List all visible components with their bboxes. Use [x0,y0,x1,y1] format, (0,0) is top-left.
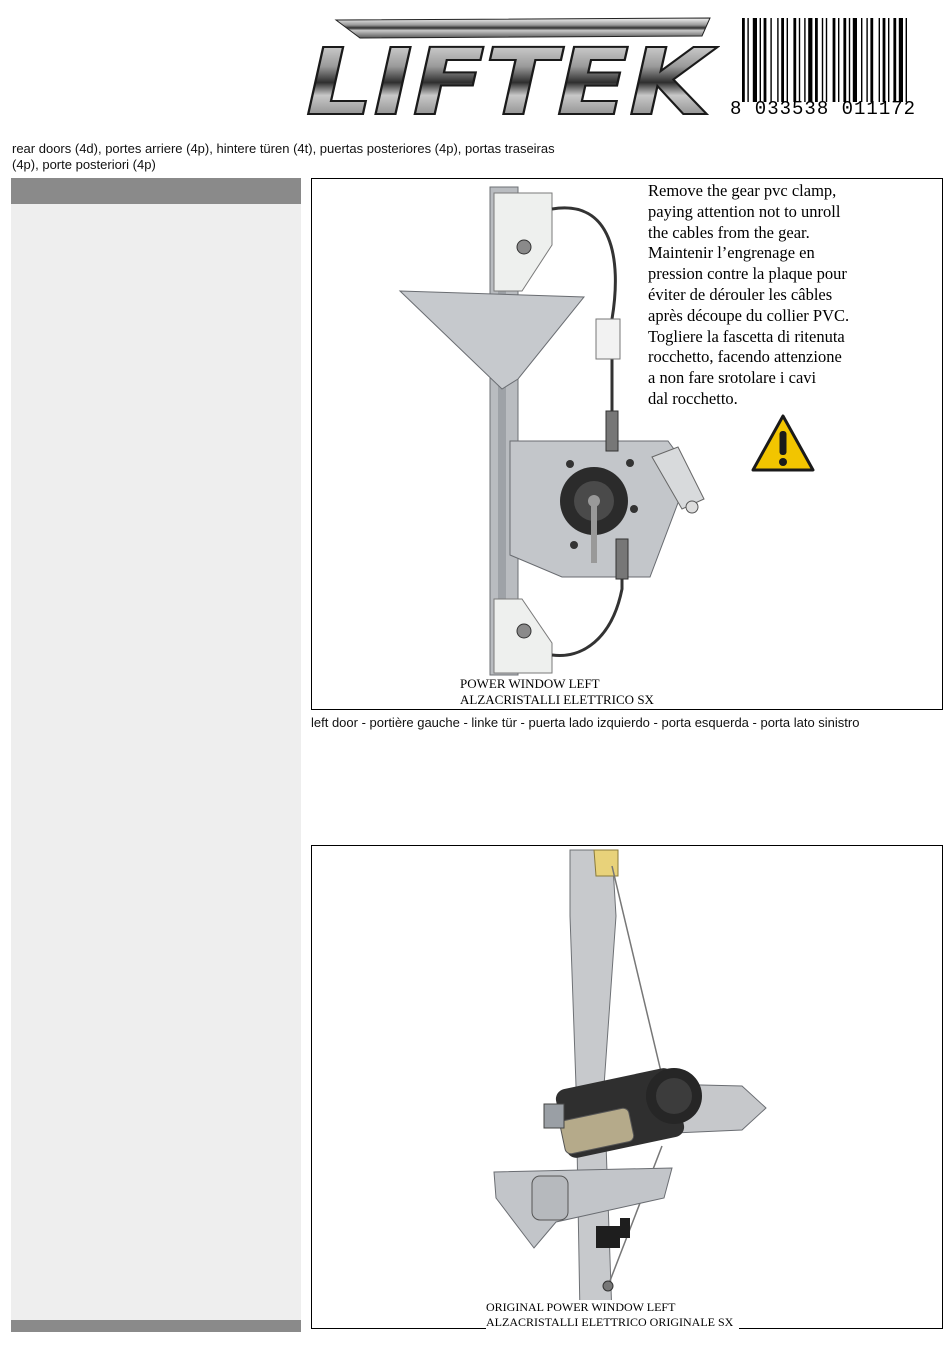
barcode-bar [899,18,903,102]
caption-line-1: ORIGINAL POWER WINDOW LEFT [486,1300,676,1314]
barcode-bar [849,18,850,102]
barcode-bar [793,18,796,102]
instruction-line: Togliere la fascetta di ritenuta [648,326,845,346]
instruction-line: Remove the gear pvc clamp, [648,181,837,200]
barcode-bar [764,18,767,102]
instruction-line: the cables from the gear. [648,222,810,242]
barcode-bar [815,18,818,102]
sidebar-header-bar [11,178,301,204]
instruction-line: après découpe du collier PVC. [648,305,850,325]
sidebar [11,178,301,1332]
warning-triangle-icon [750,413,816,473]
barcode-bar [787,18,788,102]
instruction-line: pression contre la plaque pour [648,264,847,284]
barcode-bar [781,18,784,102]
barcode-bar [870,18,873,102]
barcode-digits: 8 033538 011172 [730,98,917,120]
power-window-left-caption [460,676,660,708]
barcode-bar [777,18,778,102]
barcode-bar [866,18,867,102]
instruction-line: rocchetto, facendo attenzione [648,347,842,367]
barcode-bar [808,18,812,102]
left-door-description: left door - portière gauche - linke tür - puerta lado izquierdo - porta esquerda - porta lato sinistro [311,715,860,730]
barcode-bar [861,18,862,102]
barcode-bar [838,18,839,102]
barcode-bar [888,18,889,102]
sidebar-footer-bar [11,1320,301,1332]
instruction-line: éviter de dérouler les câbles [648,284,833,304]
barcode-bar [843,18,846,102]
barcode-bar [906,18,907,102]
instruction-panel [311,178,943,710]
barcode-bar [883,18,886,102]
instruction-line: paying attention not to unroll [648,201,841,221]
barcode-bar [770,18,771,102]
instruction-line: a non fare srotolare i cavi [648,368,817,388]
barcode-bar [747,18,748,102]
barcode-bar [760,18,761,102]
svg-text:LIFTEK: LIFTEK [306,29,718,122]
barcode-bar [879,18,880,102]
caption-line-1: POWER WINDOW LEFT [460,676,600,691]
instruction-line: Maintenir l’engrenage en [648,243,815,263]
original-power-window-caption [486,1300,739,1330]
rear-doors-description: rear doors (4d), portes arriere (4p), hintere türen (4t), puertas posteriores (4p), portas traseiras (4p), porte posteriori (4p) [12,141,555,172]
barcode-bar [893,18,896,102]
instructions-text [648,181,928,410]
original-power-window-image [312,846,942,1328]
barcode-bar [853,18,857,102]
original-window-panel [311,845,943,1329]
barcode-bar [742,18,745,102]
liftek-logo [300,14,720,122]
barcode-bar [822,18,823,102]
barcode-bar [833,18,836,102]
caption-line-2: ALZACRISTALLI ELETTRICO ORIGINALE SX [486,1315,734,1329]
barcode-bar [826,18,827,102]
barcode-bar [799,18,800,102]
barcode-bar [753,18,757,102]
instruction-line: dal rocchetto. [648,388,738,408]
barcode-bar [804,18,805,102]
caption-line-2: ALZACRISTALLI ELETTRICO SX [460,692,654,707]
